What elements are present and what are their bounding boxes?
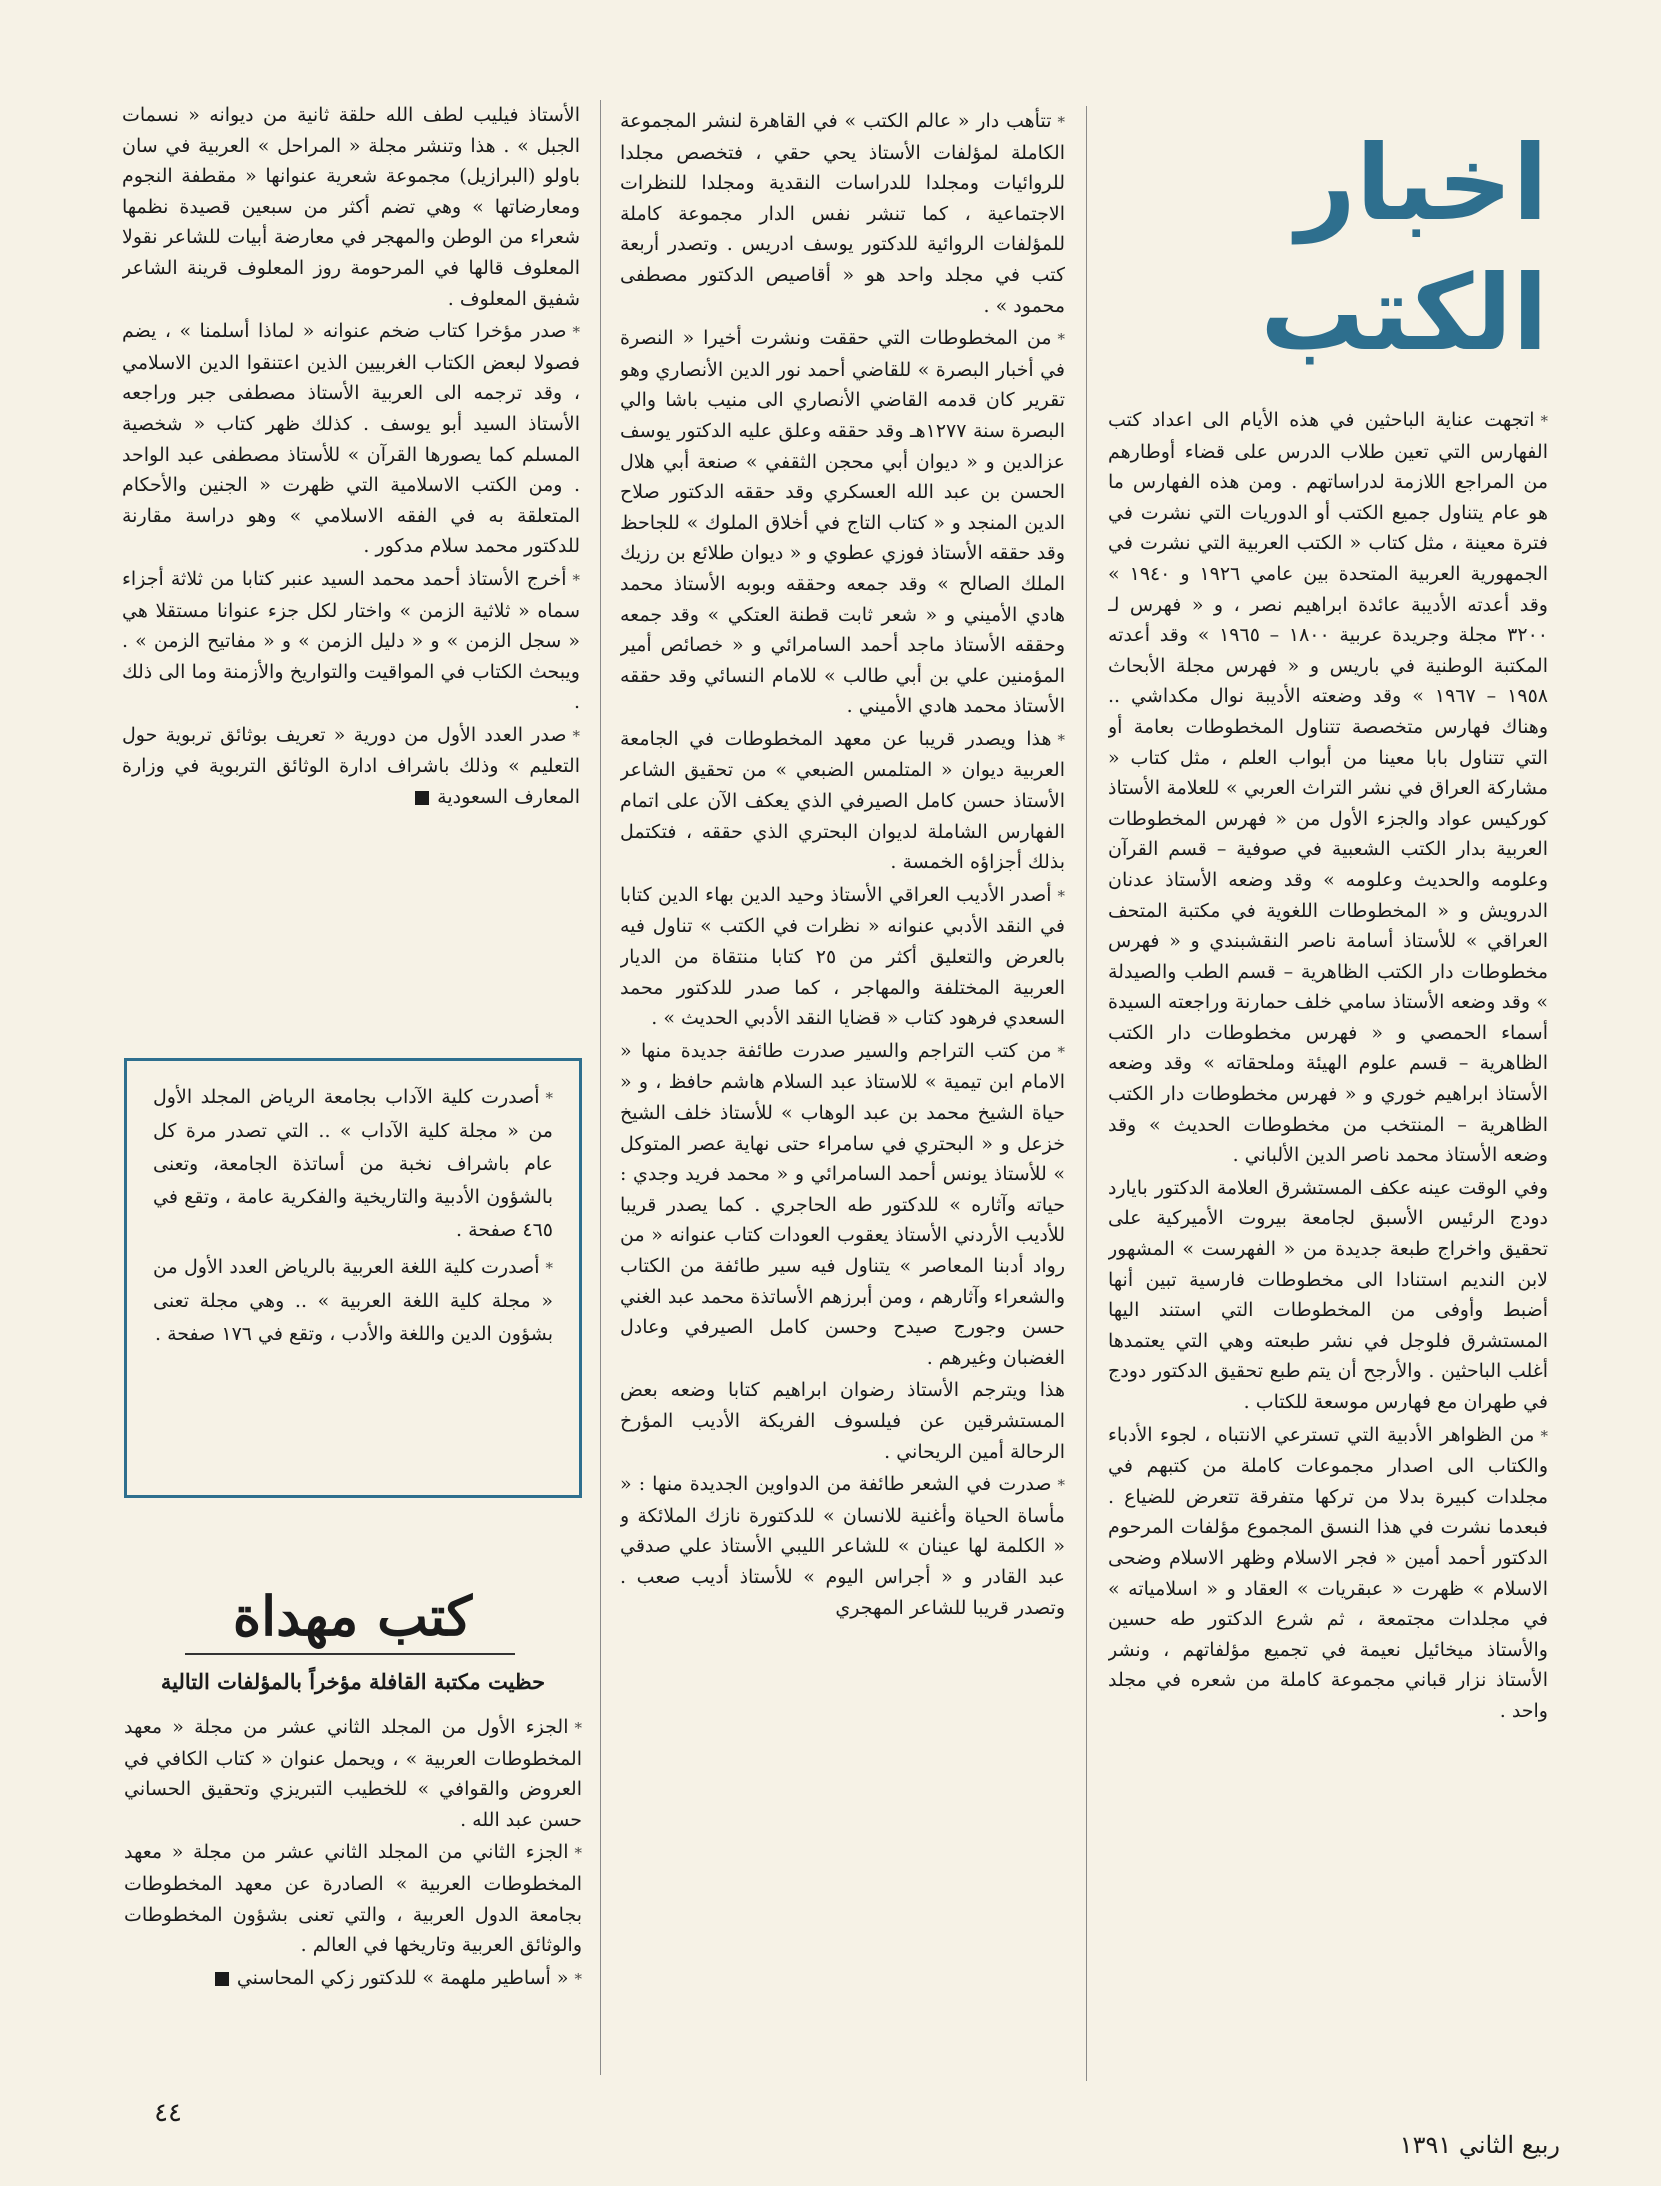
asterisk-icon: * <box>1540 412 1548 430</box>
paragraph: *هذا ويصدر قريبا عن معهد المخطوطات في الجامعة العربية ديوان « المتلمس الضبعي » من تحقيق الشاعر الأستاذ حسن كامل الصيرفي الذي يعكف الآن على اتمام الفهارس الشاملة لديوان البحتري الذي حققه ، فتكتمل بذلك أجزاؤه الخمسة . <box>620 727 1065 874</box>
gifts-title: كتب مهداة <box>232 1584 473 1648</box>
gifts-list <box>124 1712 582 2057</box>
column-divider <box>600 100 601 2075</box>
column-divider <box>1086 106 1087 2081</box>
column-middle <box>620 106 1065 2081</box>
asterisk-icon: * <box>574 1844 582 1863</box>
end-mark-icon <box>215 1972 229 1986</box>
asterisk-icon: * <box>1057 1042 1065 1061</box>
masthead-line-1: اخبار <box>1296 122 1548 244</box>
paragraph: *صدر مؤخرا كتاب ضخم عنوانه « لماذا أسلمنا » ، يضم فصولا لبعض الكتاب الغربيين الذين اعتنقوا الدين الاسلامي ، وقد ترجمه الى العربية الأستاذ مصطفى جبر وراجعه الأستاذ السيد أبو يوسف . كذلك ظهر كتاب « شخصية المسلم كما يصورها القرآن » للأستاذ مصطفى عبد الواحد . ومن الكتب الاسلامية التي ظهرت « الجنين والأحكام المتعلقة به في الفقه الاسلامي » وهو دراسة مقارنة للدكتور محمد سلام مدكور . <box>122 320 580 558</box>
paragraph: *أصدر الأديب العراقي الأستاذ وحيد الدين بهاء الدين كتابا في النقد الأدبي عنوانه « نظرات في الكتب » تناول فيه بالعرض والتعليق أكثر من ٢٥ كتابا منتقاة من الديار العربية المختلفة والمهاجر ، كما صدر للدكتور محمد السعدي فرهود كتاب « قضايا النقد الأدبي الحديث » . <box>620 883 1065 1030</box>
asterisk-icon: * <box>1057 113 1065 131</box>
paragraph: *صدر العدد الأول من دورية « تعريف بوثائق تربوية حول التعليم » وذلك باشراف ادارة الوثائق التربوية في وزارة المعارف السعودية <box>122 723 580 809</box>
asterisk-icon: * <box>572 726 580 745</box>
issue-date: ربيع الثاني ١٣٩١ <box>1399 2131 1560 2159</box>
asterisk-icon: * <box>1057 730 1065 749</box>
paragraph: *أخرج الأستاذ أحمد محمد السيد عنبر كتابا من ثلاثة أجزاء سماه « ثلاثية الزمن » واختار لكل جزء عنوانا مستقلا هي « سجل الزمن » و « دليل الزمن » و « مفاتيح الزمن » . ويبحث الكتاب في المواقيت والتواريخ والأزمنة وما الى ذلك . <box>122 567 580 714</box>
asterisk-icon: * <box>1057 1476 1065 1495</box>
paragraph: هذا ويترجم الأستاذ رضوان ابراهيم كتابا وضعه بعض المستشرقين عن فيلسوف الفريكة الأديب المؤرخ الرحالة أمين الريحاني . <box>620 1379 1065 1463</box>
boxed-notes <box>124 1058 582 1498</box>
box-paragraph: *أصدرت كلية الآداب بجامعة الرياض المجلد الأول من « مجلة كلية الآداب » .. التي تصدر مرة كل عام باشراف نخبة من أساتذة الجامعة، وتعنى بالشؤون الأدبية والتاريخية والفكرية عامة ، وتقع في ٤٦٥ صفحة . <box>153 1086 553 1241</box>
paragraph: *صدرت في الشعر طائفة من الدواوين الجديدة منها : « مأساة الحياة وأغنية للانسان » للدكتورة نازك الملائكة و « الكلمة لها عينان » للشاعر الليبي الأستاذ علي صدقي عبد القادر و « أجراس اليوم » للأستاذ أديب صعب . وتصدر قريبا للشاعر المهجري <box>620 1473 1065 1619</box>
asterisk-icon: * <box>545 1089 553 1107</box>
asterisk-icon: * <box>1057 330 1065 349</box>
asterisk-icon: * <box>1057 886 1065 905</box>
paragraph: *تتأهب دار « عالم الكتب » في القاهرة لنشر المجموعة الكاملة لمؤلفات الأستاذ يحي حقي ، فتخصص مجلدا للروائيات ومجلدا للدراسات النقدية ومجلدا للنظرات الاجتماعية ، كما تنشر نفس الدار مجموعة كاملة للمؤلفات الروائية للدكتور يوسف ادريس . وتصدر أربعة كتب في مجلد واحد هو « أقاصيص الدكتور مصطفى محمود » . <box>620 110 1065 317</box>
column-right <box>1108 405 1548 2080</box>
list-item: *« أساطير ملهمة » للدكتور زكي المحاسني <box>124 1963 582 1995</box>
asterisk-icon: * <box>574 1969 582 1988</box>
asterisk-icon: * <box>574 1719 582 1737</box>
paragraph: *من المخطوطات التي حققت ونشرت أخيرا « النصرة في أخبار البصرة » للقاضي أحمد نور الدين الأنصاري وهو تقرير كان قدمه القاضي الأنصاري الى منيب باشا والي البصرة سنة ١٢٧٧هـ وقد حققه وعلق عليه الدكتور يوسف عزالدين و « ديوان أبي محجن الثقفي » صنعة أبي هلال الحسن بن عبد الله العسكري وقد حققه الدكتور صلاح الدين المنجد و « كتاب التاج في أخلاق الملوك » للجاحظ وقد حققه الأستاذ فوزي عطوي و « ديوان طلائع بن رزيك الملك الصالح » وقد جمعه وحققه وبوبه الأستاذ محمد هادي الأميني و « شعر ثابت قطنة العتكي » وقد جمعه وحققه الأستاذ ماجد أحمد السامرائي و « خصائص أمير المؤمنين علي بن أبي طالب » للامام النسائي وقد حققه الأستاذ محمد هادي الأميني . <box>620 327 1065 718</box>
title-underline <box>185 1653 515 1655</box>
paragraph: *من كتب التراجم والسير صدرت طائفة جديدة منها « الامام ابن تيمية » للاستاذ عبد السلام هاشم حافظ ، و « حياة الشيخ محمد بن عبد الوهاب » للأستاذ خلف الشيخ خزعل و « البحتري في سامراء حتى نهاية عصر المتوكل » للأستاذ يونس أحمد السامرائي و « محمد فريد وجدي : حياته وآثاره » للدكتور طه الحاجري . كما يصدر قريبا للأديب الأردني الأستاذ يعقوب العودات كتاب عنوانه « من رواد أدبنا المعاصر » يتناول فيه سير طائفة من الكتاب والشعراء وآثارهم ، ومن أبرزهم الأساتذة محمد عبد الغني حسن وجورج صيدح وحسن كامل الصيرفي وعادل الغضبان وغيرهم . <box>620 1039 1065 1369</box>
gifts-subtitle: حظيت مكتبة القافلة مؤخراً بالمؤلفات التالية <box>160 1669 546 1694</box>
asterisk-icon: * <box>1540 1426 1548 1445</box>
paragraph: *اتجهت عناية الباحثين في هذه الأيام الى اعداد كتب الفهارس التي تعين طلاب الدرس على قضاء أوطارهم من المراجع اللازمة لدراساتهم . ومن هذه الفهارس ما هو عام يتناول جميع الكتب أو الدوريات التي نشرت في فترة معينة ، مثل كتاب « الكتب العربية التي نشرت في الجمهورية العربية المتحدة بين عامي ١٩٢٦ و ١٩٤٠ » وقد أعدته الأديبة عائدة ابراهيم نصر ، و « فهرس لـ ٣٢٠٠ مجلة وجريدة عربية ١٨٠٠ – ١٩٦٥ » وقد أعدته المكتبة الوطنية في باريس و « فهرس مجلة الأبحاث ١٩٥٨ – ١٩٦٧ » وقد وضعته الأديبة نوال مكداشي .. وهناك فهارس متخصصة تتناول المخطوطات بعامة أو التي تتناول بابا معينا من أبواب العلم ، مثل كتاب « مشاركة العراق في نشر التراث العربي » للعلامة الأستاذ كوركيس عواد والجزء الأول من « فهرس المخطوطات العربية بدار الكتب الشعبية في صوفية – قسم القرآن وعلومه والحديث وعلومه » وقد وضعه الأستاذ عدنان الدرويش و « المخطوطات اللغوية في مكتبة المتحف العراقي » للأستاذ أسامة ناصر النقشبندي و « فهرس مخطوطات دار الكتب الظاهرية – قسم الطب والصيدلة » وقد وضعه الأستاذ سامي خلف حمارنة وراجعته السيدة أسماء الحمصي و « فهرس مخطوطات دار الكتب الظاهرية – قسم علوم الهيئة وملحقاته » وقد وضعه الأستاذ ابراهيم خوري و « فهرس مخطوطات دار الكتب الظاهرية – المنتخب من مخطوطات الحديث » وقد وضعه الأستاذ محمد ناصر الدين الألباني . <box>1108 409 1548 1167</box>
asterisk-icon: * <box>572 323 580 342</box>
column-left <box>122 100 580 1035</box>
asterisk-icon: * <box>572 570 580 589</box>
section-masthead <box>1118 118 1548 380</box>
page-number: ٤٤ <box>154 2098 182 2128</box>
masthead-line-2: الكتب <box>1260 252 1548 374</box>
paragraph: *من الظواهر الأدبية التي تسترعي الانتباه ، لجوء الأدباء والكتاب الى اصدار مجموعات كاملة من كتبهم في مجلدات كبيرة بدلا من تركها متفرقة تتعرض للضياع . فبعدما نشرت في هذا النسق المجموع مؤلفات المرحوم الدكتور أحمد أمين « فجر الاسلام وظهر الاسلام وضحى الاسلام » ظهرت « عبقريات » العقاد و « اسلامياته » في مجلدات مجتمعة ، ثم شرع الدكتور طه حسين والأستاذ ميخائيل نعيمة في تجميع مؤلفاتهم ، ونشر الأستاذ نزار قباني مجموعة كاملة من شعره في مجلد واحد . <box>1108 1423 1548 1722</box>
box-paragraph: *أصدرت كلية اللغة العربية بالرياض العدد الأول من « مجلة كلية اللغة العربية » .. وهي مجلة تعنى بشؤون الدين واللغة والأدب ، وتقع في ١٧٦ صفحة . <box>153 1256 553 1345</box>
paragraph: وفي الوقت عينه عكف المستشرق العلامة الدكتور بايارد دودج الرئيس الأسبق لجامعة بيروت الأميركية على تحقيق واخراج طبعة جديدة من « الفهرست » المشهور لابن النديم استنادا الى مخطوطات فارسية تبين أنها أضبط وأوفى من المخطوطات التي استند اليها المستشرق فلوجل في نشر طبعته وهي التي يعتمدها أغلب الباحثين . والأرجح أن يتم طبع تحقيق الدكتور دودج في طهران مع فهارس موسعة للكتاب . <box>1108 1176 1548 1413</box>
list-item: *الجزء الثاني من المجلد الثاني عشر من مجلة « معهد المخطوطات العربية » الصادرة عن معهد المخطوطات بجامعة الدول العربية ، والتي تعنى بشؤون المخطوطات والوثائق العربية وتاريخها في العالم . <box>124 1841 582 1957</box>
asterisk-icon: * <box>545 1259 553 1277</box>
paragraph: الأستاذ فيليب لطف الله حلقة ثانية من ديوانه « نسمات الجبل » . هذا وتنشر مجلة « المراحل » العربية في سان باولو (البرازيل) مجموعة شعرية عنوانها « مقطفة النجوم ومعارضاتها » وهي تضم أكثر من سبعين قصيدة نظمها شعراء من الوطن والمهجر في معارضة أبيات للشاعر نقولا المعلوف قالها في المرحومة روز المعلوف قرينة الشاعر شفيق المعلوف . <box>122 104 580 310</box>
end-mark-icon <box>415 791 429 805</box>
list-item: *الجزء الأول من المجلد الثاني عشر من مجلة « معهد المخطوطات العربية » ، ويحمل عنوان « كتاب الكافي في العروض والقوافي » للخطيب التبريزي وتحقيق الحساني حسن عبد الله . <box>124 1716 582 1831</box>
